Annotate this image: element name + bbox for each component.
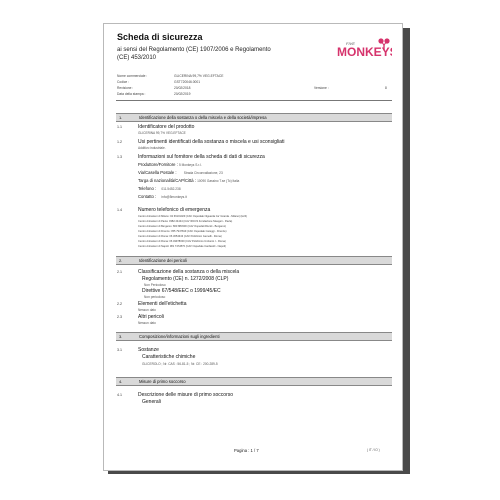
directive-value: Non pericoloso — [144, 295, 166, 299]
emergency-line: Centro Antiveleni di Firenze: 055 7947819 (CAV Ospedale Careggi - Firenze) — [138, 230, 227, 233]
section-3-number: 3. — [119, 334, 123, 339]
svg-text:FIVE: FIVE — [346, 41, 355, 46]
subsection-heading: Elementi dell'etichetta — [138, 301, 187, 307]
section-3-title: Composizione/informazioni sugli ingredienti — [139, 334, 220, 339]
directive-heading: Direttive 67/548/EEC o 1999/45/EC — [142, 288, 221, 294]
section-1-number: 1. — [119, 115, 123, 120]
regulation-heading: Regolamento (CE) n. 1272/2008 (CLP) — [142, 276, 229, 282]
subsection-number: 1.1 — [117, 125, 122, 129]
chemical-characteristics-heading: Caratteristiche chimiche — [142, 354, 196, 360]
emergency-line: Centro Antiveleni di Roma: 06 3054343 (CAV Policlinico Gemelli - Roma) — [138, 235, 222, 238]
section-4-number: 4. — [119, 379, 123, 384]
phone-label: Telefono : — [138, 186, 157, 191]
subsection-heading: Identificatore del prodotto — [138, 124, 195, 130]
section-2-number: 2. — [119, 258, 123, 263]
subsection-heading: Informazioni sul fornitore della scheda di dati di sicurezza — [138, 154, 265, 160]
meta-revisione-label: Revisione : — [117, 86, 134, 90]
uses-value: Additivo industriale. — [138, 146, 166, 150]
emergency-line: Centro Antiveleni di Pavia: 0382 24444 (CAV IRCCS Fondazione Maugeri - Pavia) — [138, 220, 233, 223]
classification-value: Non Pericoloso — [144, 283, 166, 287]
meta-revisione-value: 20/02/2018 — [174, 86, 191, 90]
address-value: Strada Circonvallazione, 23 — [183, 171, 223, 175]
supplier-row — [138, 162, 202, 167]
address-row — [138, 170, 223, 175]
contact-label: Contatto : — [138, 194, 157, 199]
subsection-heading: Altri pericoli — [138, 314, 164, 320]
emergency-line: Centro Antiveleni di Napoli: 081 7472870 (CAV Ospedale Cardarelli - Napoli) — [138, 245, 226, 248]
contact-row — [138, 194, 187, 199]
label-elements-value: Nessun dato — [138, 308, 156, 312]
other-hazards-value: Nessun dato — [138, 321, 156, 325]
supplier-value: 5 Monkeys S.r.l. — [178, 163, 202, 167]
monkeys-logo-icon — [332, 36, 392, 62]
section-header-2 — [116, 256, 392, 265]
subsection-heading: Sostanze — [138, 347, 159, 353]
subsection-number: 2.3 — [117, 315, 122, 319]
meta-nome-value: GLICERINA 99,7% VEG.EFTACE — [174, 74, 224, 78]
document-subtitle-line-1: ai sensi del Regolamento (CE) 1907/2006 e Regolamento — [117, 47, 271, 53]
emergency-line: Centro Antiveleni di Milano: 02 66101029 (CAV Ospedale Niguarda Ca' Granda - Milano) (H24) — [138, 215, 248, 218]
subsection-number: 3.1 — [117, 348, 122, 352]
section-1-title: Identificazione della sostanza o della miscela e della società/impresa — [139, 115, 267, 120]
meta-codice-value: GST720046.0001 — [174, 80, 201, 84]
subsection-heading: Numero telefonico di emergenza — [138, 207, 211, 213]
subsection-number: 2.1 — [117, 270, 122, 274]
substance-value: GLICEROLO ; Nr. CAS : 56-81-5 ; Nr. CE : 200-289-5 — [142, 362, 218, 366]
subsection-number: 4.1 — [117, 393, 122, 397]
subsection-number: 2.2 — [117, 302, 122, 306]
meta-codice-label: Codice : — [117, 80, 130, 84]
product-identifier-value: GLICERINA 99,7% VEG.EFTACE — [138, 131, 186, 135]
emergency-line: Centro Antiveleni di Roma: 06 49978000 (CAV Policlinico Umberto I - Roma) — [138, 240, 226, 243]
section-header-4 — [116, 377, 392, 386]
meta-versione-value: 8 — [385, 86, 387, 90]
subsection-number: 1.3 — [117, 155, 122, 159]
document-subtitle-line-2: (CE) 453/2010 — [117, 55, 157, 61]
meta-versione-label: Versione : — [314, 86, 329, 90]
subsection-number: 1.4 — [117, 208, 122, 212]
meta-nome-label: Nome commerciale : — [117, 74, 148, 78]
contact-value: info@5monkeys.it — [161, 195, 187, 199]
subsection-heading: Usi pertinenti identificati della sostanza o miscela e usi sconsigliati — [138, 139, 285, 145]
city-value: 10090 Gassino T.se (To) Italia — [197, 179, 240, 183]
supplier-label: Produttore/Fornitore : — [138, 162, 178, 167]
phone-value: 011.5452.238 — [161, 187, 181, 191]
section-2-title: Identificazione dei pericoli — [139, 258, 187, 263]
phone-row — [138, 186, 181, 191]
meta-data-stampa-label: Data della stampa : — [117, 92, 146, 96]
general-heading: Generali — [142, 399, 161, 405]
page-number: Pagina : 1 / 7 — [234, 448, 259, 453]
section-4-title: Misure di primo soccorso — [139, 379, 186, 384]
subsection-heading: Descrizione delle misure di primo soccorso — [138, 392, 234, 398]
section-header-3 — [116, 332, 392, 341]
footer-language-code: ( IT / IO ) — [367, 448, 380, 452]
address-label: Via/Casella Postale : — [138, 170, 177, 175]
company-logo — [332, 36, 392, 62]
subsection-number: 1.2 — [117, 140, 122, 144]
subsection-heading: Classificazione della sostanza o della miscela — [138, 269, 240, 275]
meta-data-stampa-value: 20/02/2019 — [174, 92, 191, 96]
city-row — [138, 178, 239, 183]
section-header-1 — [116, 113, 392, 122]
emergency-line: Centro Antiveleni di Bergamo: 800 883300 (CAV Ospedali Riuniti - Bergamo) — [138, 225, 227, 228]
city-label: Targa di nazionalità/CAP/Città : — [138, 178, 196, 183]
meta-divider — [116, 100, 392, 101]
svg-text:MONKEYS: MONKEYS — [337, 45, 392, 59]
document-title: Scheda di sicurezza — [117, 32, 203, 42]
document-page — [103, 23, 403, 471]
